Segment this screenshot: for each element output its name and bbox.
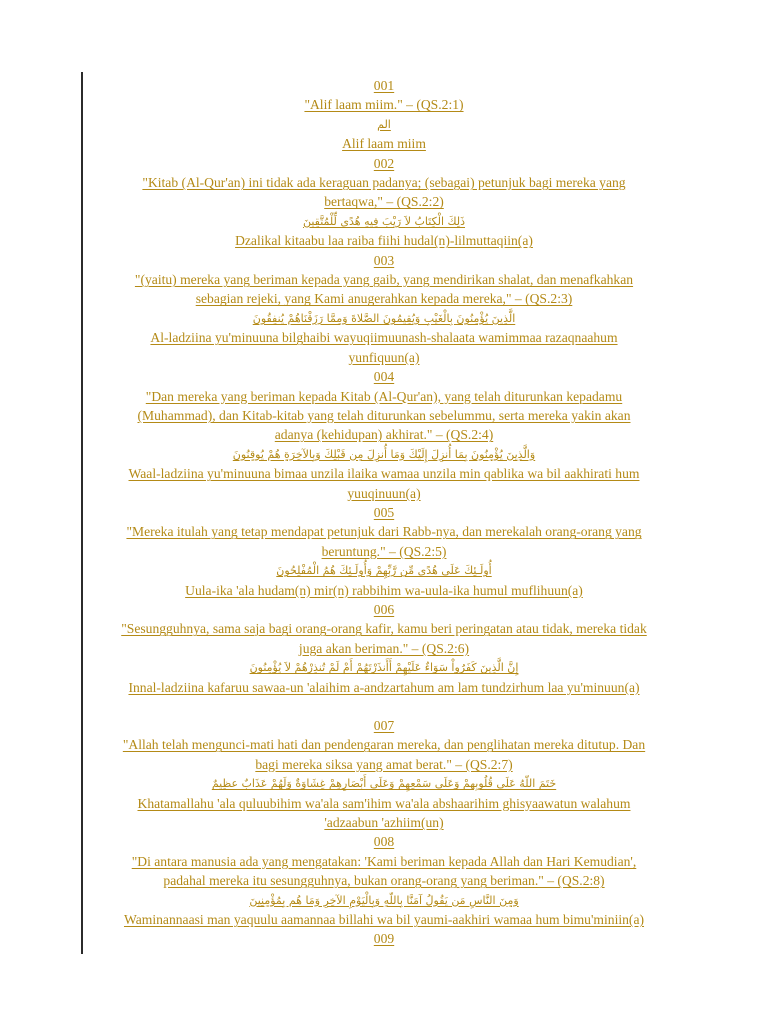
transliteration-line[interactable]: yunfiquun(a) [348,349,420,365]
verse-block [88,832,680,929]
arabic-text[interactable]: الم [377,117,391,131]
arabic-text[interactable]: الَّذِينَ يُؤْمِنُونَ بِالْغَيْبِ وَيُقِيمُونَ الصَّلاةَ وَمِمَّا رَزَقْنَاهُمْ يُنفِقُونَ [252,311,516,325]
translation-line[interactable]: "Di antara manusia ada yang mengatakan: 'Kami beriman kepada Allah dan Hari Kemudian', [131,853,637,869]
translation-line[interactable]: "Kitab (Al-Qur'an) ini tidak ada keraguan padanya; (sebagai) petunjuk bagi mereka yang [142,175,626,191]
verse-block [88,154,680,251]
translation-line[interactable]: juga akan beriman." – (QS.2:6) [298,640,470,656]
verse-number[interactable]: 009 [373,931,395,947]
verse-number[interactable]: 005 [373,504,395,520]
translation-line[interactable]: sebagian rejeki, yang Kami anugerahkan kepada mereka," – (QS.2:3) [195,291,573,307]
transliteration-line[interactable]: Alif laam miim [342,136,426,152]
arabic-text[interactable]: وَمِنَ النَّاسِ مَن يَقُولُ آمَنَّا بِاللّهِ وَبِالْيَوْمِ الآخِرِ وَمَا هُم بِمُؤْمِنِينَ [249,893,519,907]
verse-number[interactable]: 006 [373,601,395,617]
translation-line[interactable]: adanya (kehidupan) akhirat." – (QS.2:4) [274,427,494,443]
translation-line[interactable]: bertaqwa," – (QS.2:2) [324,194,444,210]
verse-block [88,76,680,154]
arabic-text[interactable]: وَالَّذِينَ يُؤْمِنُونَ بِمَا أُنزِلَ إِلَيْكَ وَمَا أُنزِلَ مِن قَبْلِكَ وَبِالآخِرَةِ هُمْ يُوقِنُونَ [232,447,536,461]
translation-line[interactable]: beruntung." – (QS.2:5) [321,543,447,559]
translation-line[interactable]: (Muhammad), dan Kitab-kitab yang telah diturunkan sebelummu, serta mereka yakin akan [137,407,631,423]
verse-block [88,251,680,367]
verse-number[interactable]: 008 [373,834,395,850]
translation-line[interactable]: "Mereka itulah yang tetap mendapat petunjuk dari Rabb-nya, dan merekalah orang-orang yang [126,524,642,540]
verse-block [88,503,680,600]
translation-line[interactable]: "Alif laam miim." – (QS.2:1) [304,97,464,113]
translation-line[interactable]: bagi mereka siksa yang amat berat." – (QS.2:7) [255,756,513,772]
transliteration-line[interactable]: Waal-ladziina yu'minuuna bimaa unzila ilaika wamaa unzila min qablika wa bil aakhirati hum [128,466,640,482]
transliteration-line[interactable]: Waminannaasi man yaquulu aamannaa billahi wa bil yaumi-aakhiri wamaa hum bimu'miniin(a) [123,912,645,928]
verse-number[interactable]: 001 [373,78,395,93]
verse-block [88,929,680,948]
arabic-text[interactable]: أُولَـئِكَ عَلَى هُدًى مِّن رَّبِّهِمْ وَأُولَـئِكَ هُمُ الْمُفْلِحُونَ [276,564,492,578]
translation-line[interactable]: "Sesungguhnya, sama saja bagi orang-orang kafir, kamu beri peringatan atau tidak, mereka tidak [121,621,647,637]
translation-line[interactable]: "Dan mereka yang beriman kepada Kitab (Al-Qur'an), yang telah diturunkan kepadamu [145,388,623,404]
transliteration-line[interactable]: Uula-ika 'ala hudam(n) mir(n) rabbihim wa-uula-ika humul muflihuun(a) [185,582,583,598]
verse-block [88,716,680,832]
verse-block [88,600,680,716]
transliteration-line[interactable]: Innal-ladziina kafaruu sawaa-un 'alaihim a-andzartahum am lam tundzirhum laa yu'minuun(a) [128,679,640,695]
verse-list [88,76,680,949]
transliteration-line[interactable]: Khatamallahu 'ala quluubihim wa'ala sam'ihim wa'ala abshaarihim ghisyaawatun walahum [137,795,631,811]
translation-line[interactable]: padahal mereka itu sesungguhnya, bukan orang-orang yang beriman." – (QS.2:8) [163,873,605,889]
arabic-text[interactable]: خَتَمَ اللّهُ عَلَى قُلُوبِهمْ وَعَلَى سَمْعِهِمْ وَعَلَى أَبْصَارِهِمْ غِشَاوَةٌ وَلَهُمْ عَذَابٌ عظِيمٌ [211,777,557,791]
left-margin-rule [81,72,83,954]
transliteration-line[interactable]: Al-ladziina yu'minuuna bilghaibi wayuqiimuunash-shalaata wamimmaa razaqnaahum [150,330,618,346]
transliteration-line[interactable]: Dzalikal kitaabu laa raiba fiihi hudal(n)-lilmuttaqiin(a) [235,233,533,249]
verse-block [88,367,680,503]
spacer [88,697,680,716]
verse-number[interactable]: 003 [373,252,395,268]
verse-number[interactable]: 007 [373,718,395,733]
translation-line[interactable]: "(yaitu) mereka yang beriman kepada yang gaib, yang mendirikan shalat, dan menafkahkan [134,272,634,288]
arabic-text[interactable]: ذَلِكَ الْكِتَابُ لاَ رَيْبَ فِيهِ هُدًى لِّلْمُتَّقِينَ [302,214,466,228]
arabic-text[interactable]: إِنَّ الَّذِينَ كَفَرُواْ سَوَاءٌ عَلَيْهِمْ أَأَنذَرْتَهُمْ أَمْ لَمْ تُنذِرْهُمْ لاَ يُؤْمِنُونَ [249,661,519,675]
transliteration-line[interactable]: yuuqinuun(a) [347,485,421,501]
verse-number[interactable]: 004 [373,369,395,385]
translation-line[interactable]: "Allah telah mengunci-mati hati dan pendengaran mereka, dan penglihatan mereka ditutup. Dan [122,737,646,753]
transliteration-line[interactable]: 'adzaabun 'azhiim(un) [324,815,444,831]
verse-number[interactable]: 002 [373,155,395,171]
